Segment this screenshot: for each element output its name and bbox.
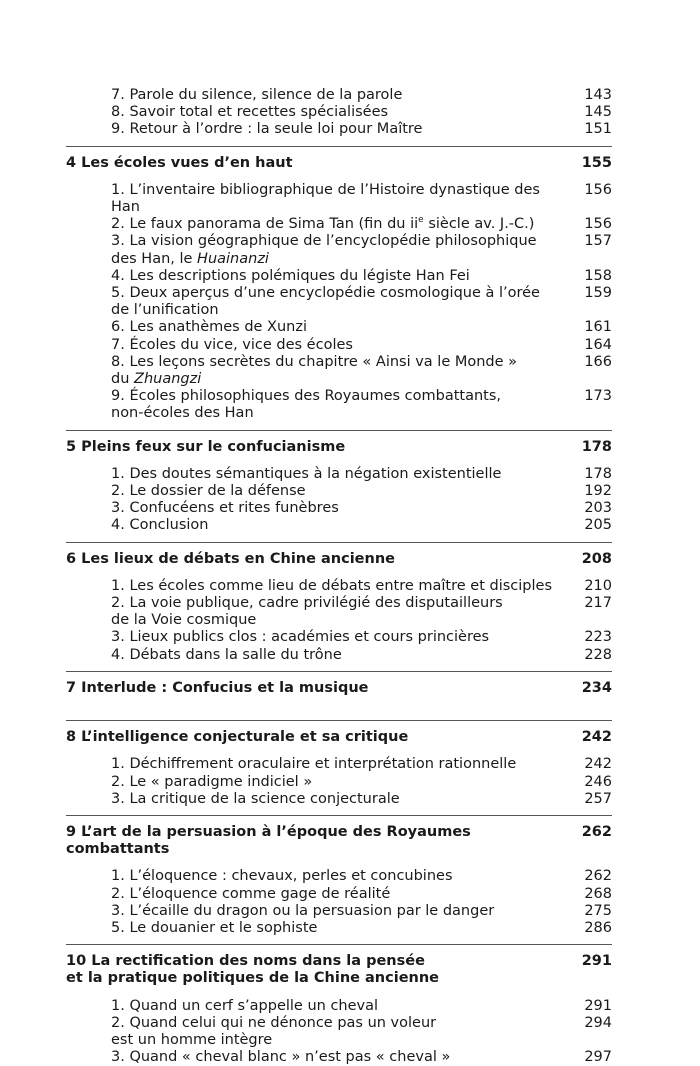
toc-entry[interactable]	[66, 920, 612, 937]
chapter-heading[interactable]	[66, 147, 612, 182]
entry-page: 262	[584, 868, 612, 885]
entry-title: 7. Écoles du vice, vice des écoles	[111, 336, 353, 353]
toc-entry[interactable]	[66, 1015, 612, 1049]
entry-page: 294	[584, 1014, 612, 1031]
entry-title: 3. Quand « cheval blanc » n’est pas « cheval »	[111, 1049, 451, 1066]
toc-entry[interactable]	[66, 791, 612, 808]
entry-title: 2. La voie publique, cadre privilégié des disputailleurs de la Voie cosmique	[111, 595, 503, 629]
toc-entry[interactable]	[66, 500, 612, 517]
entry-page: 228	[584, 646, 612, 663]
chapter-heading[interactable]	[66, 543, 612, 578]
entry-title: 4. Débats dans la salle du trône	[111, 646, 342, 663]
entry-title: 3. Confucéens et rites funèbres	[111, 500, 339, 517]
toc-entry[interactable]	[66, 886, 612, 903]
entry-page: 205	[584, 517, 612, 534]
toc-entry[interactable]	[66, 756, 612, 773]
chapter-heading[interactable]	[66, 945, 612, 997]
entry-title: 2. L’éloquence comme gage de réalité	[111, 885, 391, 902]
entry-page: 286	[584, 919, 612, 936]
italic-title: Zhuangzi	[134, 371, 202, 388]
italic-title: Huainanzi	[197, 250, 269, 267]
entry-title: 2. Le « paradigme indiciel »	[111, 773, 313, 790]
chapter-number: 6	[66, 550, 77, 567]
toc-entry[interactable]	[66, 285, 612, 319]
toc-entry[interactable]	[66, 595, 612, 629]
chapter-number: 4	[66, 154, 77, 171]
entry-title: 2. Le faux panorama de Sima Tan (fin du $ii^e$ siècle av. J.-C.)	[111, 215, 535, 233]
toc-entry[interactable]	[66, 483, 612, 500]
entry-title: 9. Écoles philosophiques des Royaumes combattants, non-écoles des Han	[111, 388, 502, 422]
chapter-title-line-2: et la pratique politiques de la Chine ancienne	[66, 970, 440, 987]
chapter-heading[interactable]	[66, 816, 612, 868]
toc-entry[interactable]	[66, 1049, 612, 1066]
chapter-page: 178	[581, 438, 612, 455]
chapter-heading[interactable]	[66, 721, 612, 756]
entry-page: 161	[584, 319, 612, 336]
entry-title: 2. Quand celui qui ne dénonce pas un voleur est un homme intègre	[111, 1014, 437, 1048]
chapter-title: Les écoles vues d’en haut	[81, 154, 293, 171]
entry-page: 178	[584, 465, 612, 482]
toc-entry[interactable]	[66, 388, 612, 422]
entry-title: 1. Les écoles comme lieu de débats entre maître et disciples	[111, 577, 553, 594]
chapter-number: 8	[66, 729, 77, 746]
chapter-page: 155	[581, 154, 612, 171]
toc-entry[interactable]	[66, 121, 612, 138]
entry-title: 3. Lieux publics clos : académies et cours princières	[111, 629, 490, 646]
chapter-title-line-1: La rectification des noms dans la pensée	[91, 953, 425, 970]
entry-title: 3. L’écaille du dragon ou la persuasion par le danger	[111, 902, 495, 919]
entry-title: 1. L’éloquence : chevaux, perles et concubines	[111, 868, 453, 885]
toc-entry[interactable]	[66, 216, 612, 233]
superscript: e	[418, 215, 424, 226]
entry-page: 242	[584, 756, 612, 773]
entry-title: 2. Le dossier de la défense	[111, 483, 306, 500]
toc-entry[interactable]	[66, 182, 612, 216]
entry-title: 1. Déchiffrement oraculaire et interprétation rationnelle	[111, 756, 517, 773]
table-of-contents	[66, 87, 612, 1066]
entry-page: 156	[584, 216, 612, 233]
chapter-heading[interactable]	[66, 431, 612, 466]
chapter-page: 262	[581, 823, 612, 840]
entry-title: 4. Conclusion	[111, 517, 209, 534]
entry-page: 203	[584, 500, 612, 517]
toc-entry[interactable]	[66, 629, 612, 646]
chapter-page: 234	[581, 679, 612, 696]
chapter-title: Interlude : Confucius et la musique	[81, 679, 369, 696]
entry-page: 246	[584, 773, 612, 790]
chapter-title: L’intelligence conjecturale et sa critique	[81, 729, 409, 746]
entry-page: 257	[584, 790, 612, 807]
entry-page: 151	[584, 121, 612, 138]
entry-page: 210	[584, 577, 612, 594]
entry-page: 156	[584, 181, 612, 198]
entry-page: 145	[584, 104, 612, 121]
entry-page: 192	[584, 483, 612, 500]
entry-page: 157	[584, 233, 612, 250]
toc-entry[interactable]	[66, 354, 612, 388]
entry-page: 297	[584, 1049, 612, 1066]
toc-entry[interactable]	[66, 233, 612, 267]
entry-title: 4. Les descriptions polémiques du légiste Han Fei	[111, 267, 470, 284]
entry-title: 6. Les anathèmes de Xunzi	[111, 319, 308, 336]
toc-entry[interactable]	[66, 903, 612, 920]
entry-page: 158	[584, 267, 612, 284]
entry-page: 164	[584, 336, 612, 353]
toc-entry[interactable]	[66, 268, 612, 285]
toc-entry[interactable]	[66, 774, 612, 791]
toc-entry[interactable]	[66, 998, 612, 1015]
entry-page: 159	[584, 285, 612, 302]
chapter-title: Les lieux de débats en Chine ancienne	[81, 550, 395, 567]
entry-title: 9. Retour à l’ordre : la seule loi pour Maître	[111, 121, 423, 138]
entry-title: 1. Des doutes sémantiques à la négation existentielle	[111, 465, 502, 482]
chapter-number: 5	[66, 438, 77, 455]
chapter-heading[interactable]	[66, 672, 612, 713]
toc-entry[interactable]	[66, 319, 612, 336]
chapter-number: 10	[66, 953, 87, 970]
entry-title: 1. L’inventaire bibliographique de l’Histoire dynastique des Han	[111, 181, 540, 216]
entry-title: 5. Le douanier et le sophiste	[111, 919, 318, 936]
chapter-page: 291	[581, 953, 612, 970]
entry-title: 3. La vision géographique de l’encyclopédie philosophique des Han, le Huainanzi	[111, 233, 537, 267]
entry-title: 8. Savoir total et recettes spécialisées	[111, 104, 389, 121]
entry-page: 173	[584, 388, 612, 405]
entry-page: 143	[584, 87, 612, 103]
toc-entry[interactable]	[66, 337, 612, 354]
entry-title: 5. Deux aperçus d’une encyclopédie cosmologique à l’orée de l’unification	[111, 285, 540, 319]
chapter-page: 242	[581, 729, 612, 746]
entry-title: 8. Les leçons secrètes du chapitre « Ainsi va le Monde » du Zhuangzi	[111, 353, 518, 388]
toc-entry[interactable]	[66, 578, 612, 595]
entry-page: 275	[584, 902, 612, 919]
toc-entry[interactable]	[66, 868, 612, 885]
entry-page: 223	[584, 629, 612, 646]
toc-entry[interactable]	[66, 517, 612, 534]
toc-entry[interactable]	[66, 104, 612, 121]
entry-page: 291	[584, 997, 612, 1014]
chapter-number: 9	[66, 823, 77, 840]
chapter-number: 7	[66, 679, 77, 696]
entry-title: 3. La critique de la science conjecturale	[111, 790, 400, 807]
chapter-page: 208	[581, 550, 612, 567]
entry-title: 7. Parole du silence, silence de la parole	[111, 87, 403, 103]
toc-entry[interactable]	[66, 87, 612, 104]
toc-entry[interactable]	[66, 466, 612, 483]
entry-page: 268	[584, 885, 612, 902]
entry-page: 166	[584, 353, 612, 370]
chapter-title: L’art de la persuasion à l’époque des Royaumes combattants	[66, 823, 471, 858]
entry-page: 217	[584, 595, 612, 612]
toc-entry[interactable]	[66, 647, 612, 664]
entry-title: 1. Quand un cerf s’appelle un cheval	[111, 997, 379, 1014]
chapter-title: Pleins feux sur le confucianisme	[81, 438, 346, 455]
